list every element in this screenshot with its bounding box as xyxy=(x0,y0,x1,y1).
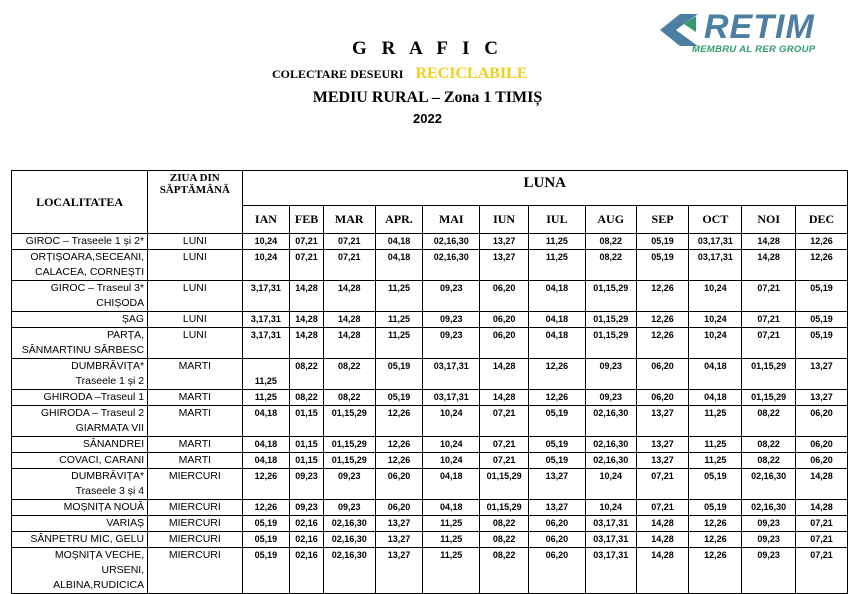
date-cell: 05,19 xyxy=(375,359,423,390)
date-cell: 13,27 xyxy=(796,359,848,390)
date-cell: 11,25 xyxy=(689,437,742,453)
date-cell: 10,24 xyxy=(689,328,742,359)
month-header: IUL xyxy=(528,205,585,233)
date-cell: 01,15,29 xyxy=(585,312,636,328)
date-cell: 13,27 xyxy=(375,532,423,548)
date-cell: 04,18 xyxy=(528,328,585,359)
date-cell: 05,19 xyxy=(242,548,290,594)
date-cell: 08,22 xyxy=(290,359,324,390)
date-cell: 07,21 xyxy=(323,234,375,250)
locality-line: GIROC – Traseele 1 și 2* xyxy=(25,235,145,247)
locality-line: PARȚA, xyxy=(106,329,145,341)
date-cell: 13,27 xyxy=(528,469,585,500)
date-cell: 12,26 xyxy=(375,437,423,453)
date-cell: 03,17,31 xyxy=(689,250,742,281)
date-cell: 07,21 xyxy=(742,281,796,312)
date-cell: 08,22 xyxy=(742,406,796,437)
date-cell: 10,24 xyxy=(242,234,290,250)
locality-line: GIARMATA VII xyxy=(75,422,145,434)
date-cell: 05,19 xyxy=(528,437,585,453)
date-cell: 12,26 xyxy=(375,453,423,469)
date-cell: 02,16,30 xyxy=(423,250,480,281)
date-cell: 01,15,29 xyxy=(323,406,375,437)
date-cell: 11,25 xyxy=(242,390,290,406)
locality-cell xyxy=(12,453,148,469)
date-cell: 07,21 xyxy=(796,548,848,594)
table-row xyxy=(12,500,848,516)
date-cell: 01,15,29 xyxy=(323,437,375,453)
table-row xyxy=(12,234,848,250)
locality-cell xyxy=(12,359,148,390)
date-cell: 09,23 xyxy=(323,500,375,516)
date-cell: 05,19 xyxy=(242,516,290,532)
date-cell: 08,22 xyxy=(480,532,529,548)
date-cell: 07,21 xyxy=(290,250,324,281)
date-cell: 13,27 xyxy=(480,250,529,281)
date-cell: 11,25 xyxy=(528,250,585,281)
date-cell: 05,19 xyxy=(796,328,848,359)
month-header: MAI xyxy=(423,205,480,233)
date-cell: 11,25 xyxy=(242,359,290,390)
table-row xyxy=(12,469,848,500)
date-cell: 11,25 xyxy=(423,548,480,594)
date-cell: 04,18 xyxy=(528,312,585,328)
page-title: G R A F I C xyxy=(352,38,503,59)
date-cell: 04,18 xyxy=(528,281,585,312)
date-cell: 10,24 xyxy=(689,281,742,312)
date-cell: 07,21 xyxy=(796,516,848,532)
date-cell: 14,28 xyxy=(742,234,796,250)
weekday-cell: MARTI xyxy=(148,406,242,437)
date-cell: 09,23 xyxy=(323,469,375,500)
date-cell: 12,26 xyxy=(689,516,742,532)
date-cell: 13,27 xyxy=(636,437,689,453)
date-cell: 06,20 xyxy=(480,281,529,312)
locality-cell xyxy=(12,548,148,594)
date-cell: 03,17,31 xyxy=(585,532,636,548)
date-cell: 03,17,31 xyxy=(423,390,480,406)
date-cell: 11,25 xyxy=(689,453,742,469)
date-cell: 03,17,31 xyxy=(585,516,636,532)
retim-logo xyxy=(658,8,843,60)
date-cell: 08,22 xyxy=(742,437,796,453)
locality-line: ORȚIȘOARA,SECEANI, xyxy=(30,251,145,263)
date-cell: 01,15 xyxy=(290,437,324,453)
date-cell: 02,16 xyxy=(290,516,324,532)
locality-line: CHIȘODA xyxy=(96,297,145,309)
date-cell: 13,27 xyxy=(375,516,423,532)
date-cell: 11,25 xyxy=(423,516,480,532)
date-cell: 05,19 xyxy=(528,453,585,469)
date-cell: 07,21 xyxy=(290,234,324,250)
date-cell: 12,26 xyxy=(636,312,689,328)
locality-line: SÂNANDREI xyxy=(82,438,145,450)
date-cell: 01,15,29 xyxy=(742,359,796,390)
date-cell: 01,15 xyxy=(290,453,324,469)
date-cell: 14,28 xyxy=(796,469,848,500)
date-cell: 02,16,30 xyxy=(423,234,480,250)
date-cell: 12,26 xyxy=(796,250,848,281)
date-cell: 12,26 xyxy=(689,532,742,548)
date-cell: 09,23 xyxy=(742,548,796,594)
locality-line: ALBINA,RUDICICA xyxy=(53,579,145,591)
date-cell: 03,17,31 xyxy=(585,548,636,594)
date-cell: 04,18 xyxy=(375,234,423,250)
date-cell: 12,26 xyxy=(689,548,742,594)
date-cell: 07,21 xyxy=(742,312,796,328)
locality-line: DUMBRĂVIȚA* xyxy=(71,470,145,482)
date-cell: 06,20 xyxy=(375,500,423,516)
date-cell: 08,22 xyxy=(742,453,796,469)
date-cell: 05,19 xyxy=(796,281,848,312)
date-cell: 13,27 xyxy=(480,234,529,250)
date-cell: 12,26 xyxy=(796,234,848,250)
date-cell: 07,21 xyxy=(742,328,796,359)
date-cell: 10,24 xyxy=(689,312,742,328)
locality-cell xyxy=(12,516,148,532)
date-cell: 02,16,30 xyxy=(585,453,636,469)
date-cell: 13,27 xyxy=(636,406,689,437)
date-cell: 12,26 xyxy=(242,500,290,516)
weekday-cell: MARTI xyxy=(148,437,242,453)
locality-line: SÂNPETRU MIC, GELU xyxy=(30,533,145,545)
date-cell: 05,19 xyxy=(636,250,689,281)
month-header: FEB xyxy=(290,205,324,233)
date-cell: 04,18 xyxy=(375,250,423,281)
date-cell: 09,23 xyxy=(290,500,324,516)
date-cell: 06,20 xyxy=(636,359,689,390)
weekday-cell: MIERCURI xyxy=(148,548,242,594)
date-cell: 07,21 xyxy=(480,437,529,453)
date-cell: 05,19 xyxy=(528,406,585,437)
header-ziua xyxy=(148,171,242,234)
date-cell: 03,17,31 xyxy=(689,234,742,250)
date-cell: 05,19 xyxy=(375,390,423,406)
subtitle-prefix: COLECTARE DESEURI xyxy=(272,67,404,81)
date-cell: 3,17,31 xyxy=(242,312,290,328)
date-cell: 01,15,29 xyxy=(323,453,375,469)
date-cell: 09,23 xyxy=(585,359,636,390)
date-cell: 05,19 xyxy=(636,234,689,250)
date-cell: 14,28 xyxy=(742,250,796,281)
date-cell: 14,28 xyxy=(480,390,529,406)
month-header: MAR xyxy=(323,205,375,233)
header-ziua-line2: SĂPTĂMÂNĂ xyxy=(159,184,230,196)
date-cell: 06,20 xyxy=(528,532,585,548)
date-cell: 01,15 xyxy=(290,406,324,437)
table-row xyxy=(12,250,848,281)
date-cell: 02,16,30 xyxy=(323,516,375,532)
table-row xyxy=(12,312,848,328)
header-luna: LUNA xyxy=(242,171,847,206)
table-row xyxy=(12,328,848,359)
month-header: NOI xyxy=(742,205,796,233)
date-cell: 08,22 xyxy=(480,516,529,532)
date-cell: 08,22 xyxy=(480,548,529,594)
weekday-cell: MARTI xyxy=(148,390,242,406)
weekday-cell: LUNI xyxy=(148,312,242,328)
locality-line: CALACEA, CORNEȘTI xyxy=(35,266,145,278)
table-row xyxy=(12,516,848,532)
month-header: SEP xyxy=(636,205,689,233)
date-cell: 07,21 xyxy=(480,453,529,469)
date-cell: 04,18 xyxy=(423,469,480,500)
date-cell: 05,19 xyxy=(689,500,742,516)
date-cell: 07,21 xyxy=(323,250,375,281)
date-cell: 14,28 xyxy=(290,281,324,312)
date-cell: 10,24 xyxy=(423,437,480,453)
date-cell: 04,18 xyxy=(423,500,480,516)
date-cell: 02,16,30 xyxy=(585,406,636,437)
weekday-cell: MARTI xyxy=(148,359,242,390)
date-cell: 02,16,30 xyxy=(742,500,796,516)
locality-cell xyxy=(12,532,148,548)
date-cell: 10,24 xyxy=(585,500,636,516)
date-cell: 12,26 xyxy=(242,469,290,500)
date-cell: 03,17,31 xyxy=(423,359,480,390)
table-row xyxy=(12,453,848,469)
subtitle-highlight: RECICLABILE xyxy=(415,65,528,82)
table-row xyxy=(12,281,848,312)
date-cell: 02,16,30 xyxy=(585,437,636,453)
date-cell: 04,18 xyxy=(242,406,290,437)
locality-cell xyxy=(12,312,148,328)
weekday-cell: MARTI xyxy=(148,453,242,469)
weekday-cell: LUNI xyxy=(148,250,242,281)
date-cell: 02,16,30 xyxy=(323,548,375,594)
date-cell: 05,19 xyxy=(242,532,290,548)
date-cell: 06,20 xyxy=(796,437,848,453)
locality-line: Traseele 3 și 4 xyxy=(75,485,145,497)
weekday-cell: MIERCURI xyxy=(148,516,242,532)
date-cell: 10,24 xyxy=(242,250,290,281)
date-cell: 11,25 xyxy=(375,312,423,328)
date-cell: 12,26 xyxy=(636,328,689,359)
date-cell: 02,16 xyxy=(290,532,324,548)
locality-cell xyxy=(12,328,148,359)
date-cell: 14,28 xyxy=(323,281,375,312)
date-cell: 12,26 xyxy=(375,406,423,437)
date-cell: 06,20 xyxy=(636,390,689,406)
date-cell: 3,17,31 xyxy=(242,328,290,359)
date-cell: 09,23 xyxy=(423,281,480,312)
date-cell: 13,27 xyxy=(528,500,585,516)
date-cell: 04,18 xyxy=(689,390,742,406)
date-cell: 08,22 xyxy=(585,234,636,250)
date-cell: 14,28 xyxy=(323,312,375,328)
date-cell: 11,25 xyxy=(375,328,423,359)
date-cell: 06,20 xyxy=(480,312,529,328)
date-cell: 10,24 xyxy=(585,469,636,500)
collection-schedule-table xyxy=(11,170,848,594)
locality-cell xyxy=(12,250,148,281)
date-cell: 09,23 xyxy=(742,516,796,532)
date-cell: 01,15,29 xyxy=(480,500,529,516)
weekday-cell: LUNI xyxy=(148,234,242,250)
locality-line: URSENI, xyxy=(101,564,145,576)
date-cell: 06,20 xyxy=(375,469,423,500)
locality-line: MOȘNIȚA NOUĂ xyxy=(63,501,145,513)
date-cell: 09,23 xyxy=(742,532,796,548)
table-row xyxy=(12,548,848,594)
date-cell: 04,18 xyxy=(689,359,742,390)
logo-tagline: MEMBRU AL RER GROUP xyxy=(692,44,816,55)
date-cell: 09,23 xyxy=(585,390,636,406)
table-row xyxy=(12,390,848,406)
date-cell: 06,20 xyxy=(796,453,848,469)
locality-line: ȘAG xyxy=(121,313,145,325)
date-cell: 14,28 xyxy=(323,328,375,359)
locality-line: Traseele 1 și 2 xyxy=(75,375,145,387)
date-cell: 06,20 xyxy=(528,516,585,532)
date-cell: 06,20 xyxy=(480,328,529,359)
weekday-cell: MIERCURI xyxy=(148,532,242,548)
date-cell: 14,28 xyxy=(290,312,324,328)
date-cell: 13,27 xyxy=(796,390,848,406)
locality-line: GHIRODA –Traseul 1 xyxy=(43,391,145,403)
date-cell: 10,24 xyxy=(423,406,480,437)
date-cell: 02,16,30 xyxy=(742,469,796,500)
date-cell: 08,22 xyxy=(290,390,324,406)
date-cell: 14,28 xyxy=(636,548,689,594)
retim-logo-mark-icon xyxy=(658,12,708,48)
locality-cell xyxy=(12,437,148,453)
locality-cell xyxy=(12,390,148,406)
locality-cell xyxy=(12,281,148,312)
weekday-cell: MIERCURI xyxy=(148,469,242,500)
date-cell: 14,28 xyxy=(636,532,689,548)
date-cell: 14,28 xyxy=(480,359,529,390)
month-header: IUN xyxy=(480,205,529,233)
date-cell: 09,23 xyxy=(290,469,324,500)
weekday-cell: LUNI xyxy=(148,281,242,312)
weekday-cell: MIERCURI xyxy=(148,500,242,516)
date-cell: 02,16 xyxy=(290,548,324,594)
date-cell: 08,22 xyxy=(585,250,636,281)
date-cell: 3,17,31 xyxy=(242,281,290,312)
locality-cell xyxy=(12,500,148,516)
date-cell: 02,16,30 xyxy=(323,532,375,548)
date-cell: 11,25 xyxy=(423,532,480,548)
date-cell: 13,27 xyxy=(636,453,689,469)
date-cell: 05,19 xyxy=(796,312,848,328)
date-cell: 14,28 xyxy=(290,328,324,359)
date-cell: 09,23 xyxy=(423,312,480,328)
date-cell: 01,15,29 xyxy=(480,469,529,500)
locality-cell xyxy=(12,406,148,437)
date-cell: 04,18 xyxy=(242,453,290,469)
month-header: OCT xyxy=(689,205,742,233)
zone-title: MEDIU RURAL – Zona 1 TIMIȘ xyxy=(312,89,543,106)
month-header: APR. xyxy=(375,205,423,233)
date-cell: 14,28 xyxy=(636,516,689,532)
date-cell: 08,22 xyxy=(323,390,375,406)
table-row xyxy=(12,532,848,548)
month-header: AUG xyxy=(585,205,636,233)
locality-line: GHIRODA – Traseul 2 xyxy=(40,407,145,419)
header-localitate: LOCALITATEA xyxy=(12,171,148,234)
locality-cell xyxy=(12,469,148,500)
date-cell: 09,23 xyxy=(423,328,480,359)
weekday-cell: LUNI xyxy=(148,328,242,359)
table-row xyxy=(12,359,848,390)
date-cell: 06,20 xyxy=(796,406,848,437)
locality-line: COVACI, CARANI xyxy=(59,454,145,466)
date-cell: 04,18 xyxy=(242,437,290,453)
header-ziua-line1: ZIUA DIN xyxy=(169,172,220,184)
date-cell: 14,28 xyxy=(796,500,848,516)
date-cell: 06,20 xyxy=(528,548,585,594)
date-cell: 11,25 xyxy=(528,234,585,250)
month-header: IAN xyxy=(242,205,290,233)
date-cell: 08,22 xyxy=(323,359,375,390)
locality-line: GIROC – Traseul 3* xyxy=(50,282,145,294)
year-label: 2022 xyxy=(413,111,442,126)
date-cell: 12,26 xyxy=(528,359,585,390)
date-cell: 07,21 xyxy=(636,469,689,500)
date-cell: 01,15,29 xyxy=(742,390,796,406)
logo-wordmark: RETIM xyxy=(704,8,815,46)
date-cell: 11,25 xyxy=(375,281,423,312)
locality-line: VARIAȘ xyxy=(106,517,145,529)
date-cell: 13,27 xyxy=(375,548,423,594)
date-cell: 12,26 xyxy=(636,281,689,312)
locality-cell xyxy=(12,234,148,250)
date-cell: 05,19 xyxy=(689,469,742,500)
date-cell: 12,26 xyxy=(528,390,585,406)
date-cell: 01,15,29 xyxy=(585,328,636,359)
date-cell: 11,25 xyxy=(689,406,742,437)
locality-line: SÂNMARTINU SÂRBESC xyxy=(21,344,145,356)
table-row xyxy=(12,437,848,453)
locality-line: MOȘNIȚA VECHE, xyxy=(54,549,145,561)
month-header: DEC xyxy=(796,205,848,233)
locality-line: DUMBRĂVIȚA* xyxy=(71,360,145,372)
table-row xyxy=(12,406,848,437)
date-cell: 07,21 xyxy=(480,406,529,437)
date-cell: 01,15,29 xyxy=(585,281,636,312)
date-cell: 10,24 xyxy=(423,453,480,469)
page-subtitle xyxy=(272,65,528,83)
date-cell: 07,21 xyxy=(796,532,848,548)
date-cell: 07,21 xyxy=(636,500,689,516)
